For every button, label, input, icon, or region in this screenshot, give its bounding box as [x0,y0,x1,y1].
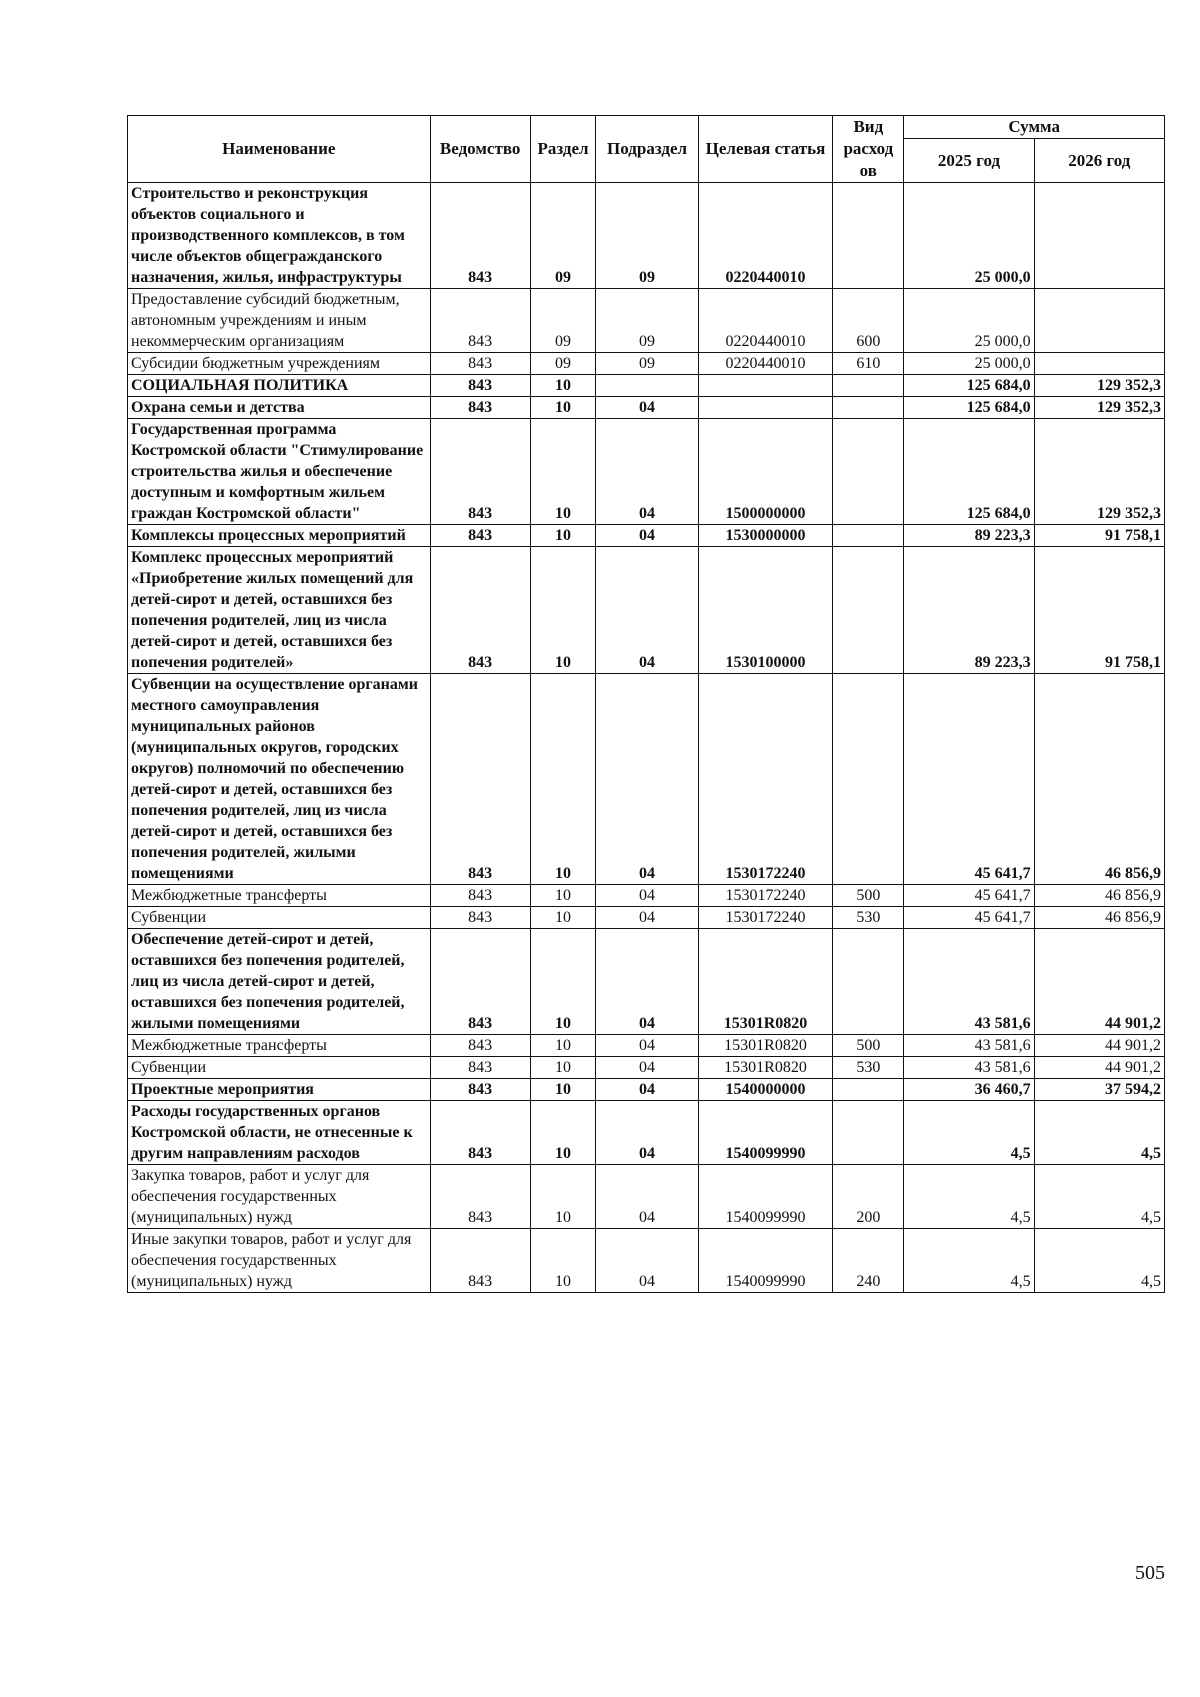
cell-sum-2026: 46 856,9 [1034,674,1164,885]
cell-section: 10 [530,397,596,419]
page-number: 505 [1135,1562,1165,1584]
cell-subsection: 04 [596,419,698,525]
table-row [128,907,1165,929]
cell-expense-type [833,375,904,397]
cell-name: Субвенции [128,1057,431,1079]
cell-target-article: 1500000000 [698,419,833,525]
cell-sum-2026: 129 352,3 [1034,419,1164,525]
cell-department: 843 [430,1165,530,1229]
cell-department: 843 [430,1101,530,1165]
cell-section: 10 [530,1079,596,1101]
cell-section: 10 [530,1165,596,1229]
cell-sum-2026: 4,5 [1034,1101,1164,1165]
cell-subsection: 04 [596,397,698,419]
cell-subsection: 04 [596,674,698,885]
cell-section: 10 [530,547,596,674]
table-row [128,289,1165,353]
cell-sum-2025: 89 223,3 [904,525,1034,547]
cell-sum-2026 [1034,289,1164,353]
cell-department: 843 [430,525,530,547]
cell-section: 09 [530,353,596,375]
cell-sum-2025: 4,5 [904,1165,1034,1229]
cell-department: 843 [430,353,530,375]
cell-name: Субсидии бюджетным учреждениям [128,353,431,375]
cell-name: Субвенции на осуществление органами местного самоуправления муниципальных районов (муниципальных округов, городских округов) полномочий по обеспечению детей-сирот и детей, оставшихся без попечения родителей, лиц из числа детей-сирот и детей, оставшихся без попечения родителей, жилыми помещениями [128,674,431,885]
cell-expense-type [833,547,904,674]
cell-subsection: 09 [596,353,698,375]
table-row [128,1165,1165,1229]
cell-department: 843 [430,397,530,419]
cell-target-article: 1540000000 [698,1079,833,1101]
cell-department: 843 [430,1035,530,1057]
table-row [128,1101,1165,1165]
cell-department: 843 [430,1229,530,1293]
cell-subsection: 04 [596,525,698,547]
cell-sum-2025: 125 684,0 [904,397,1034,419]
cell-subsection: 04 [596,907,698,929]
cell-section: 10 [530,674,596,885]
cell-name: Субвенции [128,907,431,929]
cell-department: 843 [430,289,530,353]
cell-expense-type [833,929,904,1035]
cell-subsection: 04 [596,929,698,1035]
cell-sum-2025: 43 581,6 [904,1035,1034,1057]
cell-sum-2025: 125 684,0 [904,375,1034,397]
cell-target-article: 0220440010 [698,289,833,353]
cell-sum-2026: 129 352,3 [1034,397,1164,419]
cell-expense-type: 530 [833,1057,904,1079]
cell-target-article: 1540099990 [698,1101,833,1165]
cell-expense-type: 240 [833,1229,904,1293]
cell-subsection: 04 [596,1229,698,1293]
table-row [128,183,1165,289]
cell-sum-2026 [1034,353,1164,375]
cell-expense-type: 600 [833,289,904,353]
cell-section: 10 [530,885,596,907]
col-header-sum: Сумма [904,116,1165,139]
cell-department: 843 [430,375,530,397]
cell-sum-2026: 129 352,3 [1034,375,1164,397]
cell-expense-type [833,1101,904,1165]
cell-section: 10 [530,525,596,547]
cell-target-article [698,375,833,397]
cell-target-article: 1530172240 [698,907,833,929]
cell-department: 843 [430,419,530,525]
cell-subsection: 04 [596,547,698,674]
cell-subsection: 09 [596,289,698,353]
cell-department: 843 [430,885,530,907]
cell-expense-type [833,525,904,547]
cell-section: 10 [530,1057,596,1079]
cell-department: 843 [430,1057,530,1079]
cell-name: СОЦИАЛЬНАЯ ПОЛИТИКА [128,375,431,397]
cell-sum-2026: 4,5 [1034,1165,1164,1229]
cell-section: 10 [530,419,596,525]
cell-expense-type [833,419,904,525]
cell-name: Государственная программа Костромской области "Стимулирование строительства жилья и обеспечение доступным и комфортным жильем граждан Костромской области" [128,419,431,525]
cell-sum-2026: 91 758,1 [1034,547,1164,674]
cell-sum-2025: 4,5 [904,1101,1034,1165]
cell-department: 843 [430,907,530,929]
cell-target-article [698,397,833,419]
cell-subsection: 04 [596,1101,698,1165]
col-header-2025: 2025 год [904,139,1034,183]
table-row [128,525,1165,547]
cell-sum-2025: 25 000,0 [904,183,1034,289]
table-row [128,1035,1165,1057]
cell-sum-2025: 4,5 [904,1229,1034,1293]
table-row [128,1057,1165,1079]
cell-subsection: 04 [596,1079,698,1101]
cell-target-article: 1530100000 [698,547,833,674]
cell-sum-2026 [1034,183,1164,289]
cell-section: 10 [530,929,596,1035]
cell-expense-type: 530 [833,907,904,929]
header-row [128,116,1165,139]
cell-department: 843 [430,929,530,1035]
col-header-section: Раздел [530,116,596,183]
cell-target-article: 1540099990 [698,1165,833,1229]
cell-section: 10 [530,375,596,397]
cell-subsection: 04 [596,1165,698,1229]
cell-expense-type [833,1079,904,1101]
col-header-name: Наименование [128,116,431,183]
cell-target-article: 15301R0820 [698,929,833,1035]
cell-expense-type [833,397,904,419]
table-row [128,397,1165,419]
table-row [128,929,1165,1035]
cell-target-article: 0220440010 [698,183,833,289]
table-row [128,885,1165,907]
cell-target-article: 1530000000 [698,525,833,547]
table-row [128,547,1165,674]
budget-table [127,115,1165,1293]
cell-name: Проектные мероприятия [128,1079,431,1101]
cell-target-article: 15301R0820 [698,1057,833,1079]
cell-sum-2025: 25 000,0 [904,289,1034,353]
table-row [128,1229,1165,1293]
cell-sum-2025: 25 000,0 [904,353,1034,375]
cell-expense-type: 610 [833,353,904,375]
cell-section: 10 [530,1101,596,1165]
table-body [128,183,1165,1293]
cell-name: Межбюджетные трансферты [128,1035,431,1057]
cell-target-article: 1540099990 [698,1229,833,1293]
cell-sum-2026: 46 856,9 [1034,885,1164,907]
cell-sum-2026: 37 594,2 [1034,1079,1164,1101]
cell-name: Строительство и реконструкция объектов социального и производственного комплексов, в том числе объектов общегражданского назначения, жилья, инфраструктуры [128,183,431,289]
cell-expense-type: 200 [833,1165,904,1229]
cell-sum-2025: 45 641,7 [904,885,1034,907]
cell-sum-2025: 43 581,6 [904,1057,1034,1079]
col-header-target-article: Целевая статья [698,116,833,183]
cell-name: Комплекс процессных мероприятий «Приобретение жилых помещений для детей-сирот и детей, оставшихся без попечения родителей, лиц из числа детей-сирот и детей, оставшихся без попечения родителей» [128,547,431,674]
cell-name: Обеспечение детей-сирот и детей, оставшихся без попечения родителей, лиц из числа детей-сирот и детей, оставшихся без попечения родителей, жилыми помещениями [128,929,431,1035]
cell-name: Комплексы процессных мероприятий [128,525,431,547]
cell-name: Предоставление субсидий бюджетным, автономным учреждениям и иным некоммерческим организациям [128,289,431,353]
cell-subsection: 04 [596,1057,698,1079]
cell-name: Межбюджетные трансферты [128,885,431,907]
cell-name: Иные закупки товаров, работ и услуг для обеспечения государственных (муниципальных) нужд [128,1229,431,1293]
cell-sum-2026: 91 758,1 [1034,525,1164,547]
cell-sum-2025: 43 581,6 [904,929,1034,1035]
cell-expense-type: 500 [833,885,904,907]
cell-sum-2025: 45 641,7 [904,907,1034,929]
cell-expense-type: 500 [833,1035,904,1057]
cell-sum-2025: 89 223,3 [904,547,1034,674]
cell-subsection [596,375,698,397]
cell-department: 843 [430,1079,530,1101]
cell-sum-2026: 44 901,2 [1034,929,1164,1035]
cell-section: 09 [530,183,596,289]
cell-sum-2026: 44 901,2 [1034,1057,1164,1079]
cell-sum-2026: 4,5 [1034,1229,1164,1293]
cell-sum-2025: 36 460,7 [904,1079,1034,1101]
cell-name: Расходы государственных органов Костромской области, не отнесенные к другим направлениям расходов [128,1101,431,1165]
cell-department: 843 [430,183,530,289]
cell-expense-type [833,183,904,289]
cell-target-article: 0220440010 [698,353,833,375]
table-row [128,375,1165,397]
table-row [128,674,1165,885]
table-row [128,1079,1165,1101]
col-header-department: Ведомство [430,116,530,183]
cell-name: Охрана семьи и детства [128,397,431,419]
cell-subsection: 09 [596,183,698,289]
cell-expense-type [833,674,904,885]
cell-name: Закупка товаров, работ и услуг для обеспечения государственных (муниципальных) нужд [128,1165,431,1229]
cell-section: 10 [530,1035,596,1057]
cell-section: 10 [530,1229,596,1293]
cell-subsection: 04 [596,1035,698,1057]
col-header-2026: 2026 год [1034,139,1164,183]
cell-target-article: 1530172240 [698,885,833,907]
cell-section: 09 [530,289,596,353]
cell-sum-2026: 46 856,9 [1034,907,1164,929]
cell-department: 843 [430,547,530,674]
cell-department: 843 [430,674,530,885]
cell-sum-2026: 44 901,2 [1034,1035,1164,1057]
col-header-subsection: Подраздел [596,116,698,183]
table-row [128,419,1165,525]
col-header-expense-type: Вид расход ов [833,116,904,183]
cell-sum-2025: 125 684,0 [904,419,1034,525]
table-row [128,353,1165,375]
cell-section: 10 [530,907,596,929]
cell-sum-2025: 45 641,7 [904,674,1034,885]
cell-target-article: 15301R0820 [698,1035,833,1057]
cell-target-article: 1530172240 [698,674,833,885]
cell-subsection: 04 [596,885,698,907]
